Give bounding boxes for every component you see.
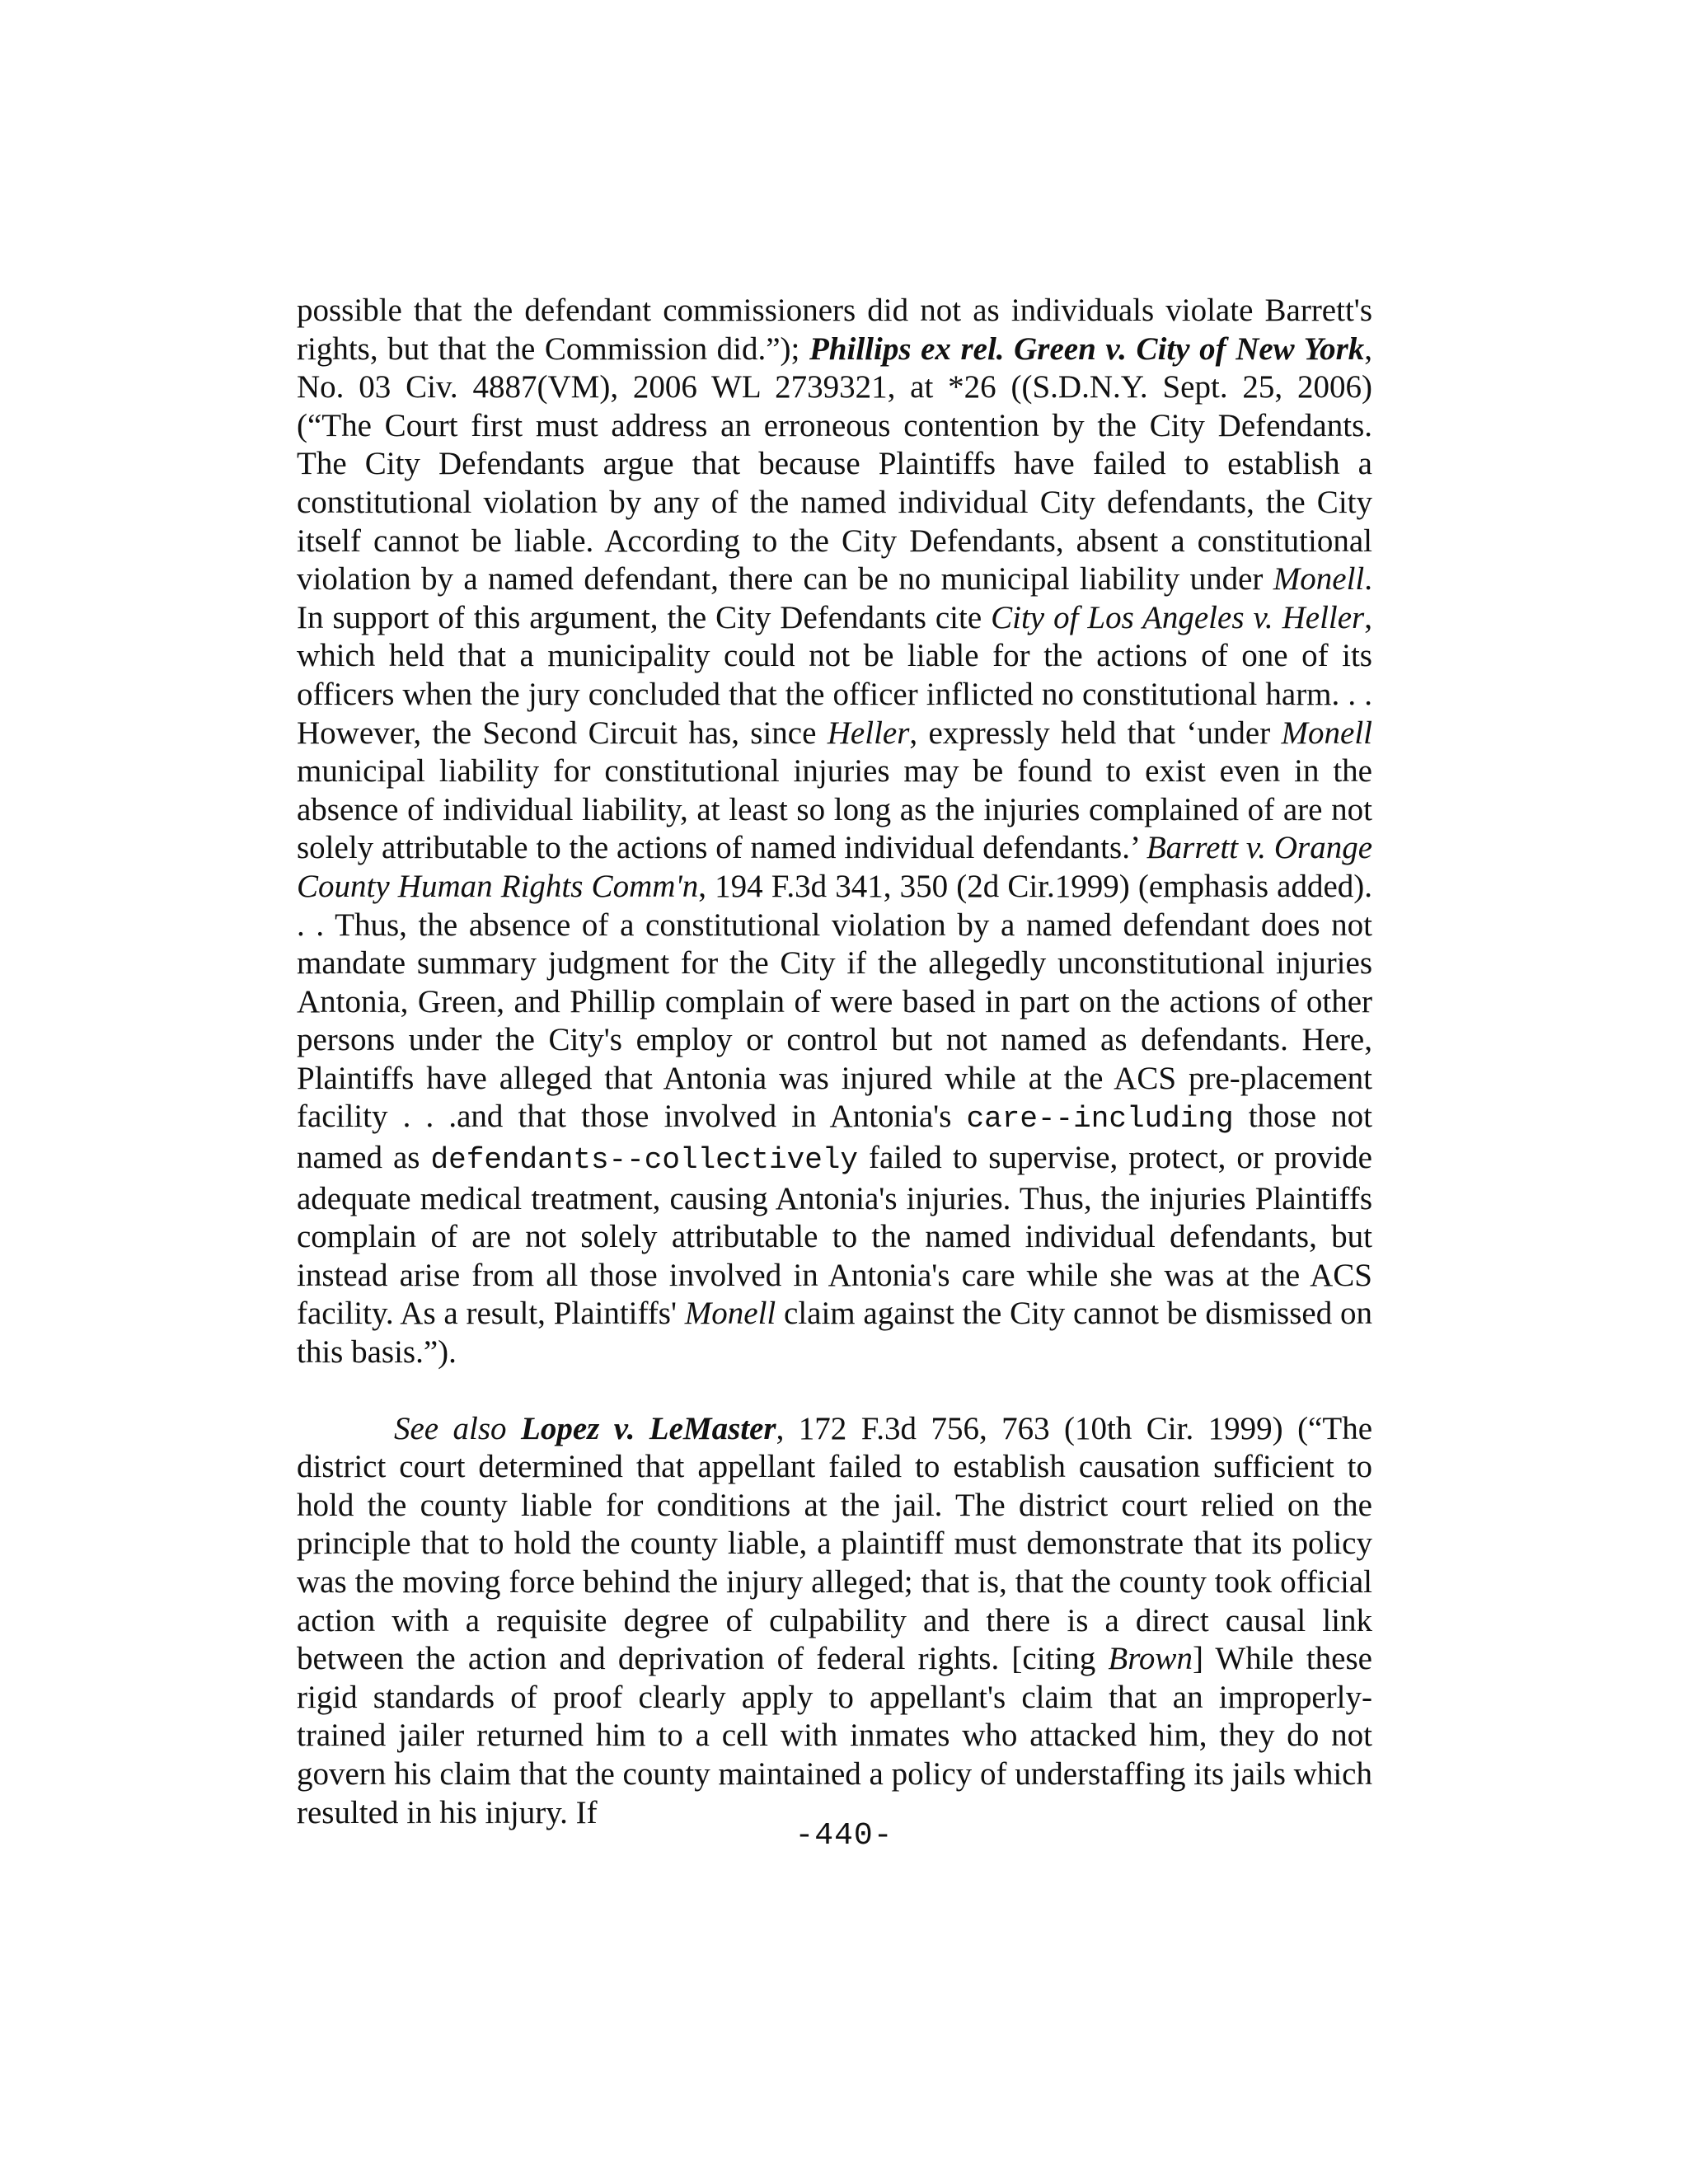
text-run-mono: defendants--collectively bbox=[430, 1143, 858, 1178]
case-ref-barrett: Barrett v. Orange County Human Rights Comm'n bbox=[297, 830, 1373, 904]
text-run-mono: care--including bbox=[966, 1102, 1234, 1137]
signal-see-also: See also bbox=[394, 1410, 521, 1446]
text-run: municipal liability for constitutional injuries may be found to exist even in the absence of individual liability, at least so long as the injuries complained of are not solely attributable to the actions of named individual defendants.’ bbox=[297, 753, 1372, 866]
case-ref-monell: Monell bbox=[1273, 561, 1365, 598]
text-run: claim against the City cannot be dismissed on this basis.”). bbox=[297, 1296, 1372, 1371]
text-run: . In support of this argument, the City Defendants cite bbox=[297, 561, 1372, 635]
case-ref-heller-short: Heller bbox=[827, 715, 910, 751]
text-run: , 172 F.3d 756, 763 (10th Cir. 1999) (“The district court determined that appellant failed to establish causation sufficient to hold the county liable for conditions at the jail. The district court relied on the principle that to hold the county liable, a plaintiff must demonstrate that its policy was the moving force behind the injury alleged; that is, that the county took official action with a requisite degree of culpability and there is a direct causal link between the action and deprivation of federal rights. [citing bbox=[297, 1410, 1373, 1677]
paragraph-lopez-citation bbox=[297, 1410, 1372, 1833]
case-ref-heller: City of Los Angeles v. Heller bbox=[991, 599, 1365, 635]
text-run: , 194 F.3d 341, 350 (2d Cir.1999) (emphasis added). . . Thus, the absence of a constitutional violation by a named defendant does not mandate summary judgment for the City if the allegedly unconstitutional injuries Antonia, Green, and Phillip complain of were based in part on the actions of other persons under the City's employ or control but not named as defendants. Here, Plaintiffs have alleged that Antonia was injured while at the ACS pre-placement facility . . .and that those involved in Antonia's bbox=[297, 868, 1372, 1135]
text-run: failed to supervise, protect, or provide adequate medical treatment, causing Antonia's injuries. Thus, the injuries Plaintiffs complain of are not solely attributable to the named individual defendants, but instead arise from all those involved in Antonia's care while she was at the ACS facility. As a result, Plaintiffs' bbox=[297, 1140, 1372, 1332]
text-run: , which held that a municipality could not be liable for the actions of one of its officers when the jury concluded that the officer inflicted no constitutional harm. . . However, the Second Circuit has, since bbox=[297, 599, 1372, 751]
paragraph-phillips-citation bbox=[297, 292, 1372, 1372]
page-number: -440- bbox=[795, 1818, 893, 1854]
case-name-lopez: Lopez v. LeMaster bbox=[521, 1410, 776, 1446]
text-run: those not named as bbox=[297, 1099, 1372, 1176]
case-ref-brown: Brown bbox=[1108, 1641, 1193, 1677]
text-run: , No. 03 Civ. 4887(VM), 2006 WL 2739321, at *26 ((S.D.N.Y. Sept. 25, 2006) (“The Court first must address an erroneous contention by the City Defendants. The City Defendants argue that because Plaintiffs have failed to establish a constitutional violation by any of the named individual City defendants, the City itself cannot be liable. According to the City Defendants, absent a constitutional violation by a named defendant, there can be no municipal liability under bbox=[297, 330, 1372, 598]
text-run: , expressly held that ‘under bbox=[909, 715, 1282, 751]
text-run: ] While these rigid standards of proof clearly apply to appellant's claim that an improperly-trained jailer returned him to a cell with inmates who attacked him, they do not govern his claim that the county maintained a policy of understaffing its jails which resulted in his injury. If bbox=[297, 1641, 1372, 1830]
case-name-phillips: Phillips ex rel. Green v. City of New York bbox=[809, 330, 1365, 367]
text-run: possible that the defendant commissioners did not as individuals violate Barrett's rights, but that the Commission did.”); bbox=[297, 293, 1372, 367]
case-ref-monell: Monell bbox=[684, 1296, 776, 1332]
case-ref-monell: Monell bbox=[1281, 715, 1372, 751]
document-body bbox=[297, 292, 1372, 1832]
